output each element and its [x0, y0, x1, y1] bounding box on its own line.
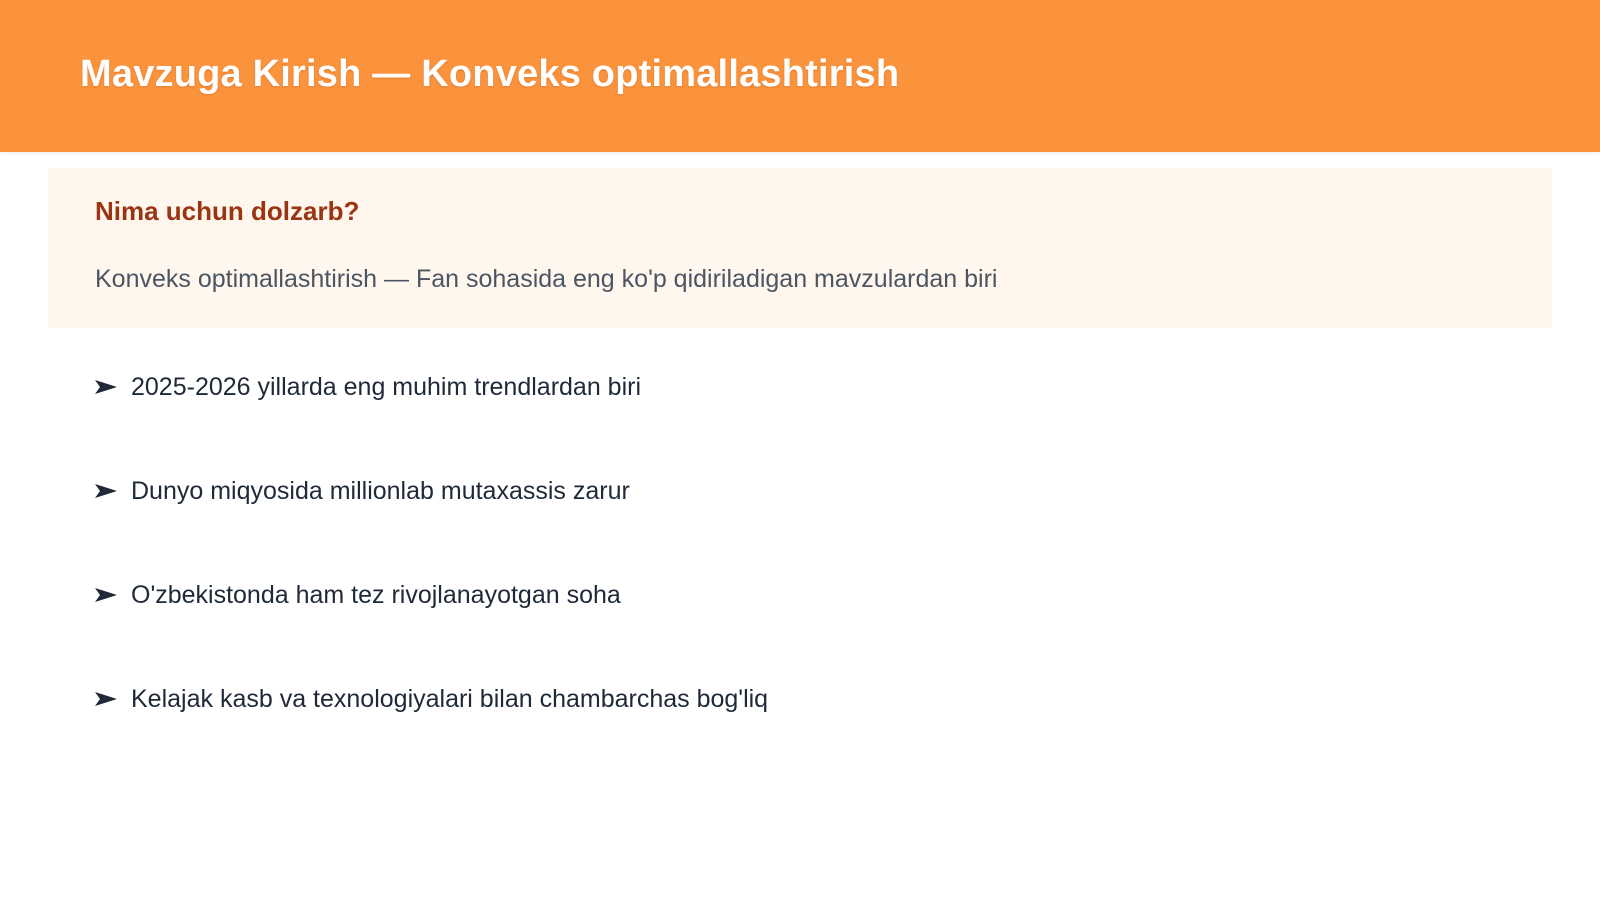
- triangle-right-icon: [95, 580, 119, 610]
- bullet-item: [95, 684, 768, 788]
- callout-heading: Nima uchun dolzarb?: [95, 196, 360, 226]
- triangle-right-icon: [95, 476, 119, 506]
- bullet-text: Dunyo miqyosida millionlab mutaxassis zarur: [131, 477, 630, 505]
- bullet-item: [95, 476, 768, 580]
- page-title: Mavzuga Kirish — Konveks optimallashtirish: [80, 53, 900, 95]
- bullet-list: [95, 372, 768, 788]
- bullet-item: [95, 372, 768, 476]
- callout-text: Konveks optimallashtirish — Fan sohasida eng ko'p qidiriladigan mavzulardan biri: [95, 265, 998, 293]
- bullet-text: Kelajak kasb va texnologiyalari bilan chambarchas bog'liq: [131, 685, 769, 713]
- header-bar: [0, 0, 1600, 152]
- bullet-text: 2025-2026 yillarda eng muhim trendlardan biri: [131, 373, 642, 401]
- triangle-right-icon: [95, 372, 119, 402]
- callout-box: [48, 168, 1552, 328]
- bullet-text: O'zbekistonda ham tez rivojlanayotgan soha: [131, 581, 621, 609]
- triangle-right-icon: [95, 684, 119, 714]
- bullet-item: [95, 580, 768, 684]
